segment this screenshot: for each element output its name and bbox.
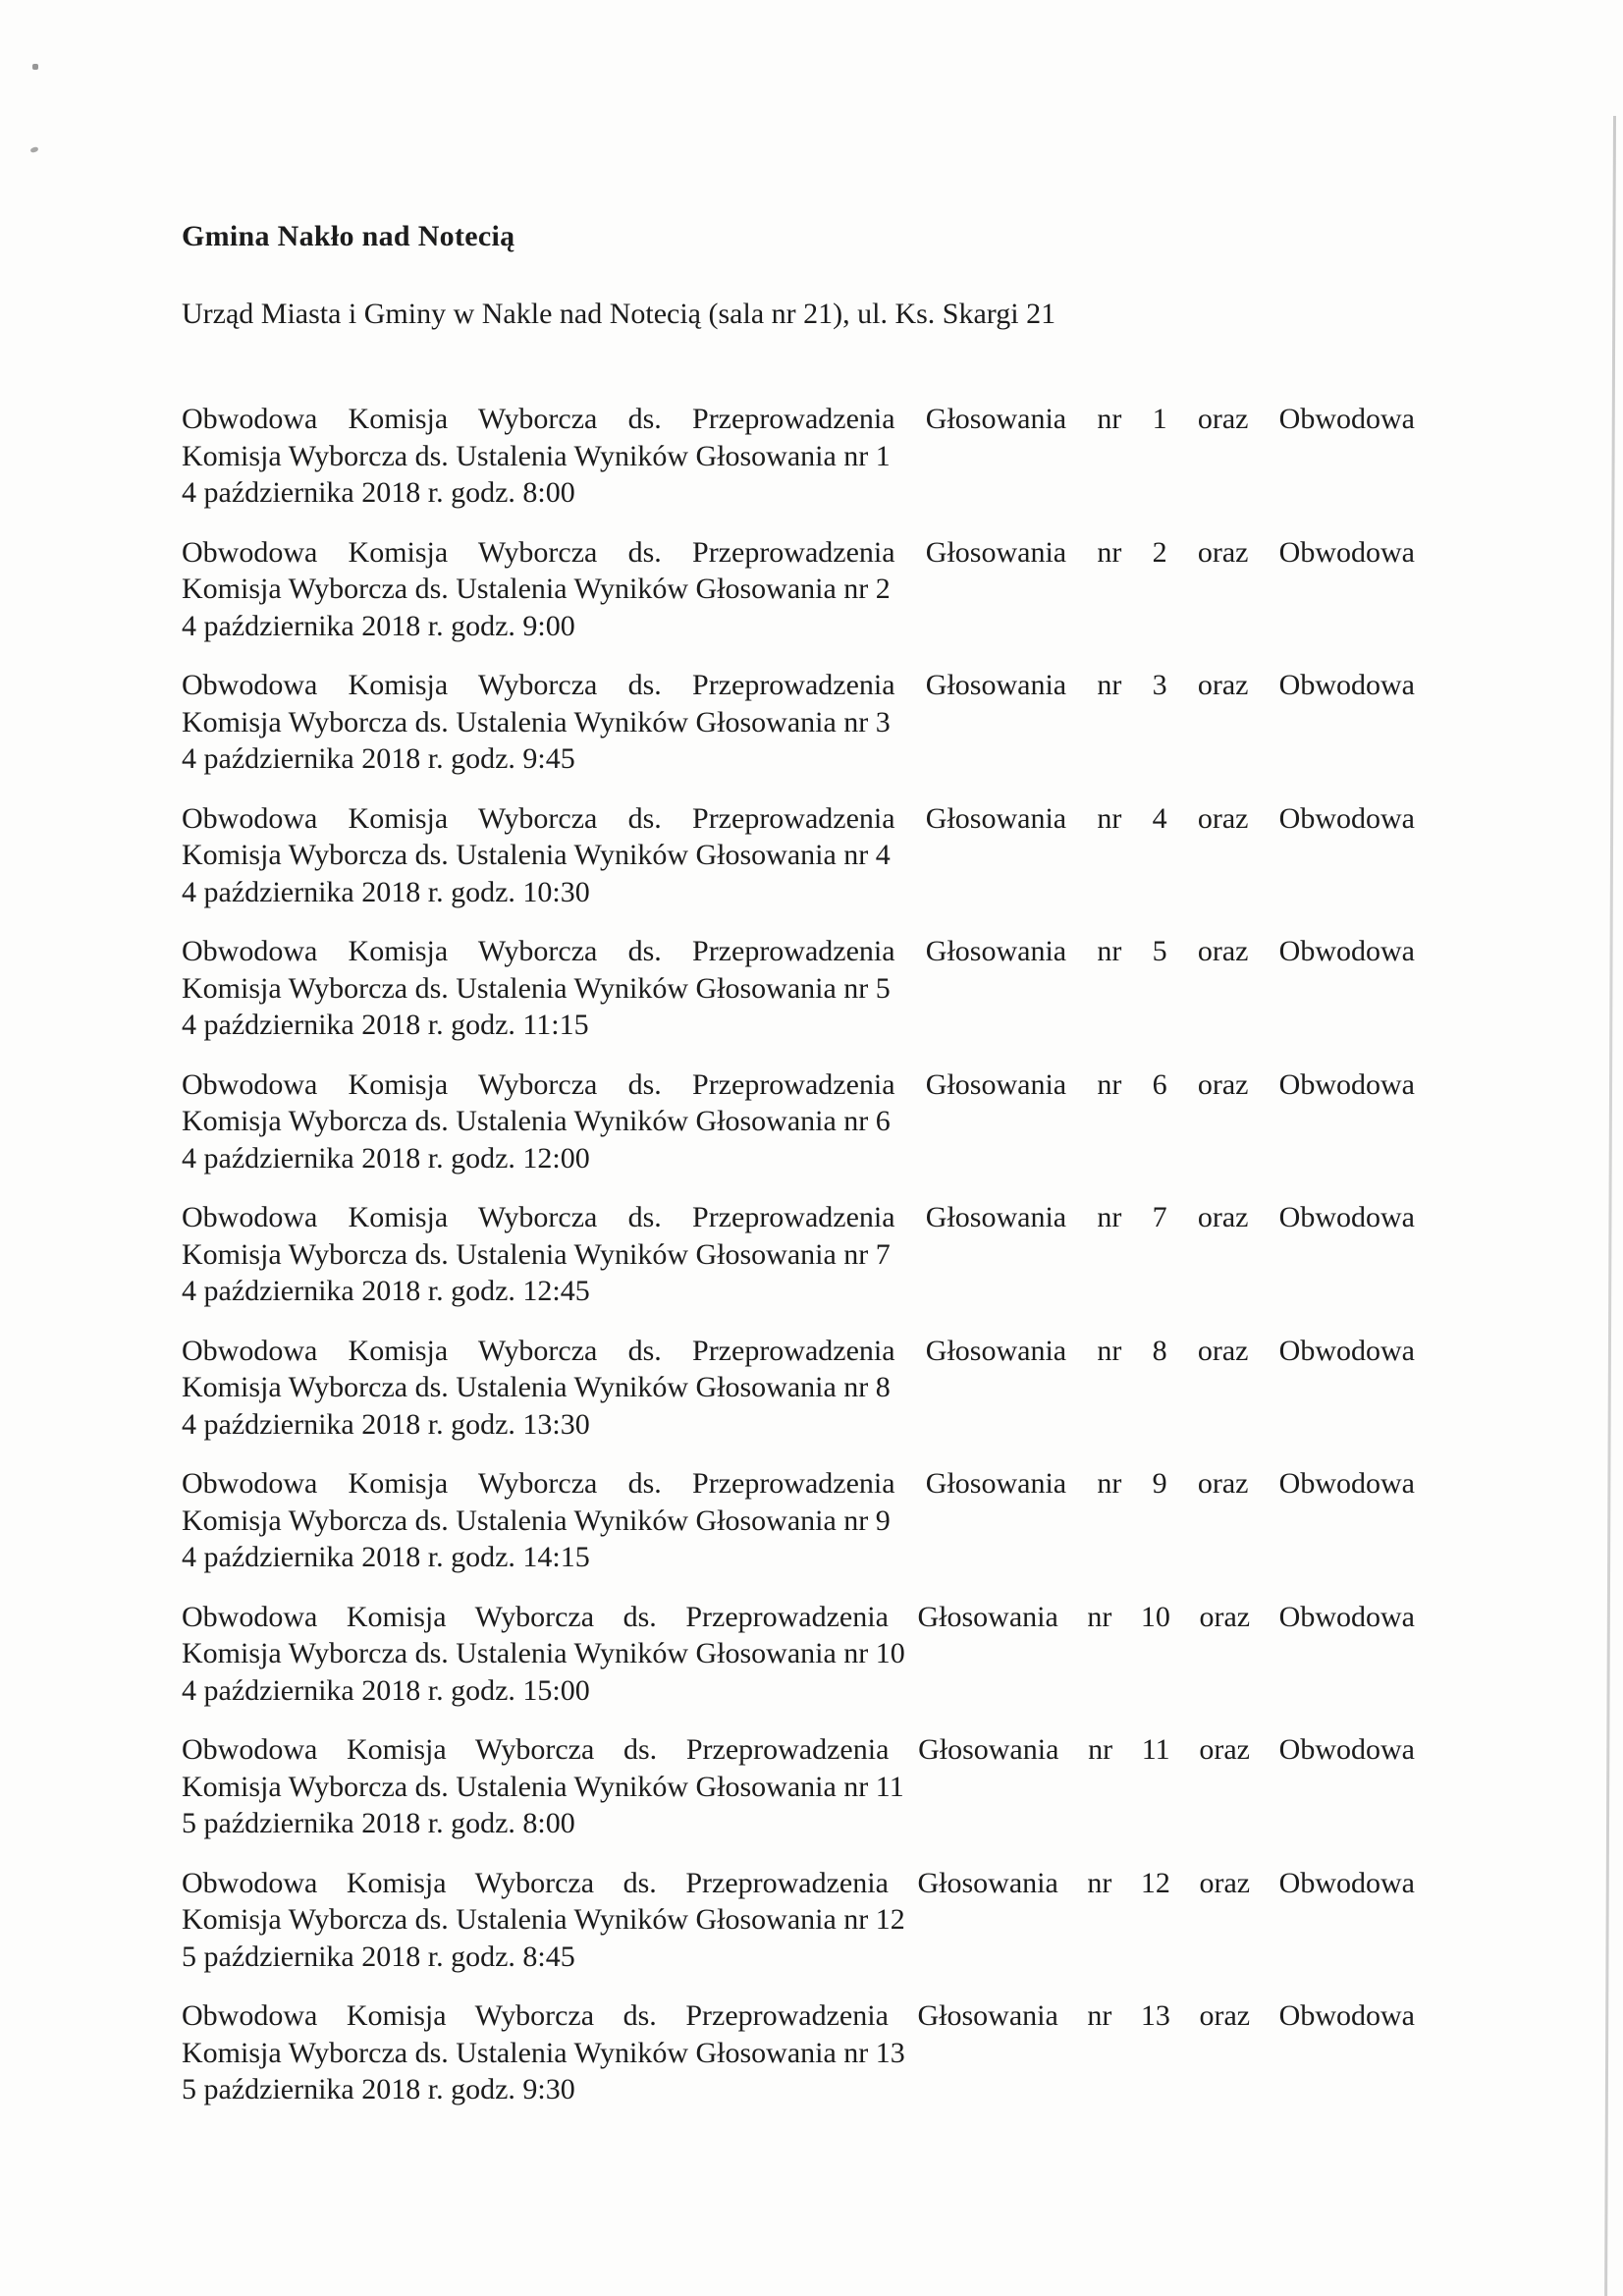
entry-date-time: 4 października 2018 r. godz. 14:15 (182, 1541, 590, 1573)
entry-commission-line2: Komisja Wyborcza ds. Ustalenia Wyników Głosowania nr 7 (182, 1237, 891, 1271)
commission-schedule-entry (182, 1465, 1415, 1576)
document-content (182, 0, 1415, 2131)
entry-date-time: 4 października 2018 r. godz. 12:00 (182, 1141, 590, 1175)
entry-commission-line1: Obwodowa Komisja Wyborcza ds. Przeprowadzenia Głosowania nr 10 oraz Obwodowa (182, 1600, 1415, 1633)
entry-commission-line1: Obwodowa Komisja Wyborcza ds. Przeprowadzenia Głosowania nr 4 oraz Obwodowa (182, 801, 1415, 835)
commission-schedule-entry (182, 1599, 1415, 1710)
commission-schedule-entry (182, 1199, 1415, 1310)
entry-commission-line2: Komisja Wyborcza ds. Ustalenia Wyników Głosowania nr 1 (182, 439, 891, 472)
commission-schedule-entry (182, 800, 1415, 911)
entry-date-time: 4 października 2018 r. godz. 12:45 (182, 1275, 590, 1307)
entry-commission-line2: Komisja Wyborcza ds. Ustalenia Wyników Głosowania nr 4 (182, 839, 891, 871)
entry-commission-line2: Komisja Wyborcza ds. Ustalenia Wyników Głosowania nr 3 (182, 705, 891, 738)
entry-date-time: 4 października 2018 r. godz. 10:30 (182, 875, 590, 908)
entry-commission-line1: Obwodowa Komisja Wyborcza ds. Przeprowadzenia Głosowania nr 1 oraz Obwodowa (182, 403, 1415, 435)
entry-date-time: 4 października 2018 r. godz. 9:00 (182, 609, 575, 642)
commission-schedule-entry (182, 1731, 1415, 1842)
entry-commission-line2: Komisja Wyborcza ds. Ustalenia Wyników Głosowania nr 12 (182, 1903, 905, 1936)
entry-commission-line1: Obwodowa Komisja Wyborcza ds. Przeprowadzenia Głosowania nr 11 oraz Obwodowa (182, 1733, 1415, 1766)
entry-commission-line2: Komisja Wyborcza ds. Ustalenia Wyników Głosowania nr 5 (182, 971, 891, 1005)
commission-schedule-entry (182, 1997, 1415, 2108)
entry-date-time: 4 października 2018 r. godz. 9:45 (182, 742, 575, 775)
entry-commission-line1: Obwodowa Komisja Wyborcza ds. Przeprowadzenia Głosowania nr 6 oraz Obwodowa (182, 1067, 1415, 1101)
scan-edge-line-artifact (1604, 116, 1616, 2296)
entry-commission-line1: Obwodowa Komisja Wyborcza ds. Przeprowadzenia Głosowania nr 13 oraz Obwodowa (182, 1999, 1415, 2032)
entry-date-time: 4 października 2018 r. godz. 11:15 (182, 1009, 589, 1041)
commission-schedule-entry (182, 534, 1415, 645)
commission-schedule-entry (182, 1066, 1415, 1177)
entry-commission-line2: Komisja Wyborcza ds. Ustalenia Wyników Głosowania nr 9 (182, 1503, 891, 1537)
entry-commission-line2: Komisja Wyborcza ds. Ustalenia Wyników Głosowania nr 8 (182, 1371, 891, 1403)
entry-commission-line1: Obwodowa Komisja Wyborcza ds. Przeprowadzenia Głosowania nr 12 oraz Obwodowa (182, 1866, 1415, 1899)
entry-commission-line1: Obwodowa Komisja Wyborcza ds. Przeprowadzenia Głosowania nr 8 oraz Obwodowa (182, 1334, 1415, 1367)
entry-date-time: 4 października 2018 r. godz. 13:30 (182, 1407, 590, 1441)
entry-commission-line1: Obwodowa Komisja Wyborcza ds. Przeprowadzenia Głosowania nr 7 oraz Obwodowa (182, 1201, 1415, 1233)
entry-date-time: 4 października 2018 r. godz. 15:00 (182, 1673, 590, 1707)
entry-date-time: 4 października 2018 r. godz. 8:00 (182, 476, 575, 509)
commission-schedule-entry (182, 667, 1415, 778)
scan-speck-artifact (32, 64, 38, 70)
entry-date-time: 5 października 2018 r. godz. 8:00 (182, 1807, 575, 1839)
commission-schedule-entry (182, 401, 1415, 512)
scan-speck-artifact (29, 146, 38, 153)
document-title: Gmina Nakło nad Notecią (182, 220, 515, 252)
commission-schedule-list (182, 401, 1415, 2108)
entry-commission-line1: Obwodowa Komisja Wyborcza ds. Przeprowadzenia Głosowania nr 5 oraz Obwodowa (182, 935, 1415, 967)
entry-commission-line2: Komisja Wyborcza ds. Ustalenia Wyników Głosowania nr 11 (182, 1770, 904, 1803)
entry-commission-line2: Komisja Wyborcza ds. Ustalenia Wyników Głosowania nr 6 (182, 1105, 891, 1137)
entry-date-time: 5 października 2018 r. godz. 8:45 (182, 1940, 575, 1973)
commission-schedule-entry (182, 933, 1415, 1044)
entry-date-time: 5 października 2018 r. godz. 9:30 (182, 2073, 575, 2105)
entry-commission-line1: Obwodowa Komisja Wyborcza ds. Przeprowadzenia Głosowania nr 3 oraz Obwodowa (182, 669, 1415, 701)
commission-schedule-entry (182, 1865, 1415, 1976)
entry-commission-line1: Obwodowa Komisja Wyborcza ds. Przeprowadzenia Głosowania nr 2 oraz Obwodowa (182, 535, 1415, 569)
commission-schedule-entry (182, 1333, 1415, 1444)
entry-commission-line2: Komisja Wyborcza ds. Ustalenia Wyników Głosowania nr 10 (182, 1637, 905, 1669)
entry-commission-line1: Obwodowa Komisja Wyborcza ds. Przeprowadzenia Głosowania nr 9 oraz Obwodowa (182, 1467, 1415, 1500)
document-location-line: Urząd Miasta i Gminy w Nakle nad Notecią (sala nr 21), ul. Ks. Skargi 21 (182, 297, 1056, 330)
entry-commission-line2: Komisja Wyborcza ds. Ustalenia Wyników Głosowania nr 2 (182, 573, 891, 605)
entry-commission-line2: Komisja Wyborcza ds. Ustalenia Wyników Głosowania nr 13 (182, 2036, 905, 2069)
